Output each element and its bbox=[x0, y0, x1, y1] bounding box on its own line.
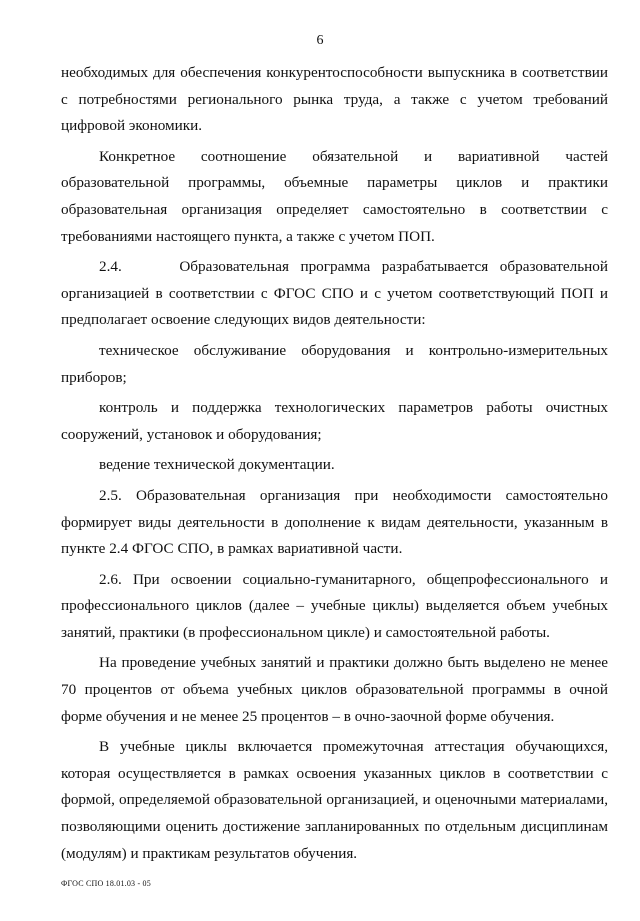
paragraph-2: Конкретное соотношение обязательной и вариативной частей образовательной программы, объемные параметры циклов и практики образовательная организация определяет самостоятельно в соответствии с требованиями настоящего пункта, а также с учетом ПОП. bbox=[61, 147, 608, 245]
footer-doc-code: ФГОС СПО 18.01.03 - 05 bbox=[61, 879, 151, 888]
paragraph-5: контроль и поддержка технологических параметров работы очистных сооружений, установок и оборудования; bbox=[61, 399, 608, 443]
paragraph-4: техническое обслуживание оборудования и контрольно-измерительных приборов; bbox=[61, 341, 608, 386]
paragraph-9: На проведение учебных занятий и практики должно быть выделено не менее 70 процентов от объема учебных циклов образовательной программы в очной форме обучения и не менее 25 процентов – в очно-заочной форме обучения. bbox=[61, 654, 608, 725]
page-number: 6 bbox=[316, 33, 324, 48]
paragraph-3: 2.4. Образовательная программа разрабатывается образовательной организацией в соответствии с ФГОС СПО и с учетом соответствующий ПОП и предполагает освоение следующих видов деятельности: bbox=[61, 258, 608, 329]
paragraph-8: 2.6. При освоении социально-гуманитарного, общепрофессионального и профессионального циклов (далее – учебные циклы) выделяется объем учебных занятий, практики (в профессиональном цикле) и самостоятельной работы. bbox=[61, 570, 608, 641]
paragraph-7: 2.5. Образовательная организация при необходимости самостоятельно формирует виды деятельности в дополнение к видам деятельности, указанным в пункте 2.4 ФГОС СПО, в рамках вариативной части. bbox=[61, 486, 608, 558]
paragraph-10: В учебные циклы включается промежуточная аттестация обучающихся, которая осуществляется в рамках освоения указанных циклов в соответствии с формой, определяемой образовательной организацией, и оценочными материалами, позволяющими оценить достижение запланированных по отдельным дисциплинам (модулям) и практикам результатов обучения. bbox=[61, 738, 608, 862]
document-body bbox=[61, 60, 608, 867]
paragraph-6: ведение технической документации. bbox=[99, 456, 335, 474]
paragraph-1: необходимых для обеспечения конкурентоспособности выпускника в соответствии с потребностями регионального рынка труда, а также с учетом требований цифровой экономики. bbox=[61, 64, 608, 135]
